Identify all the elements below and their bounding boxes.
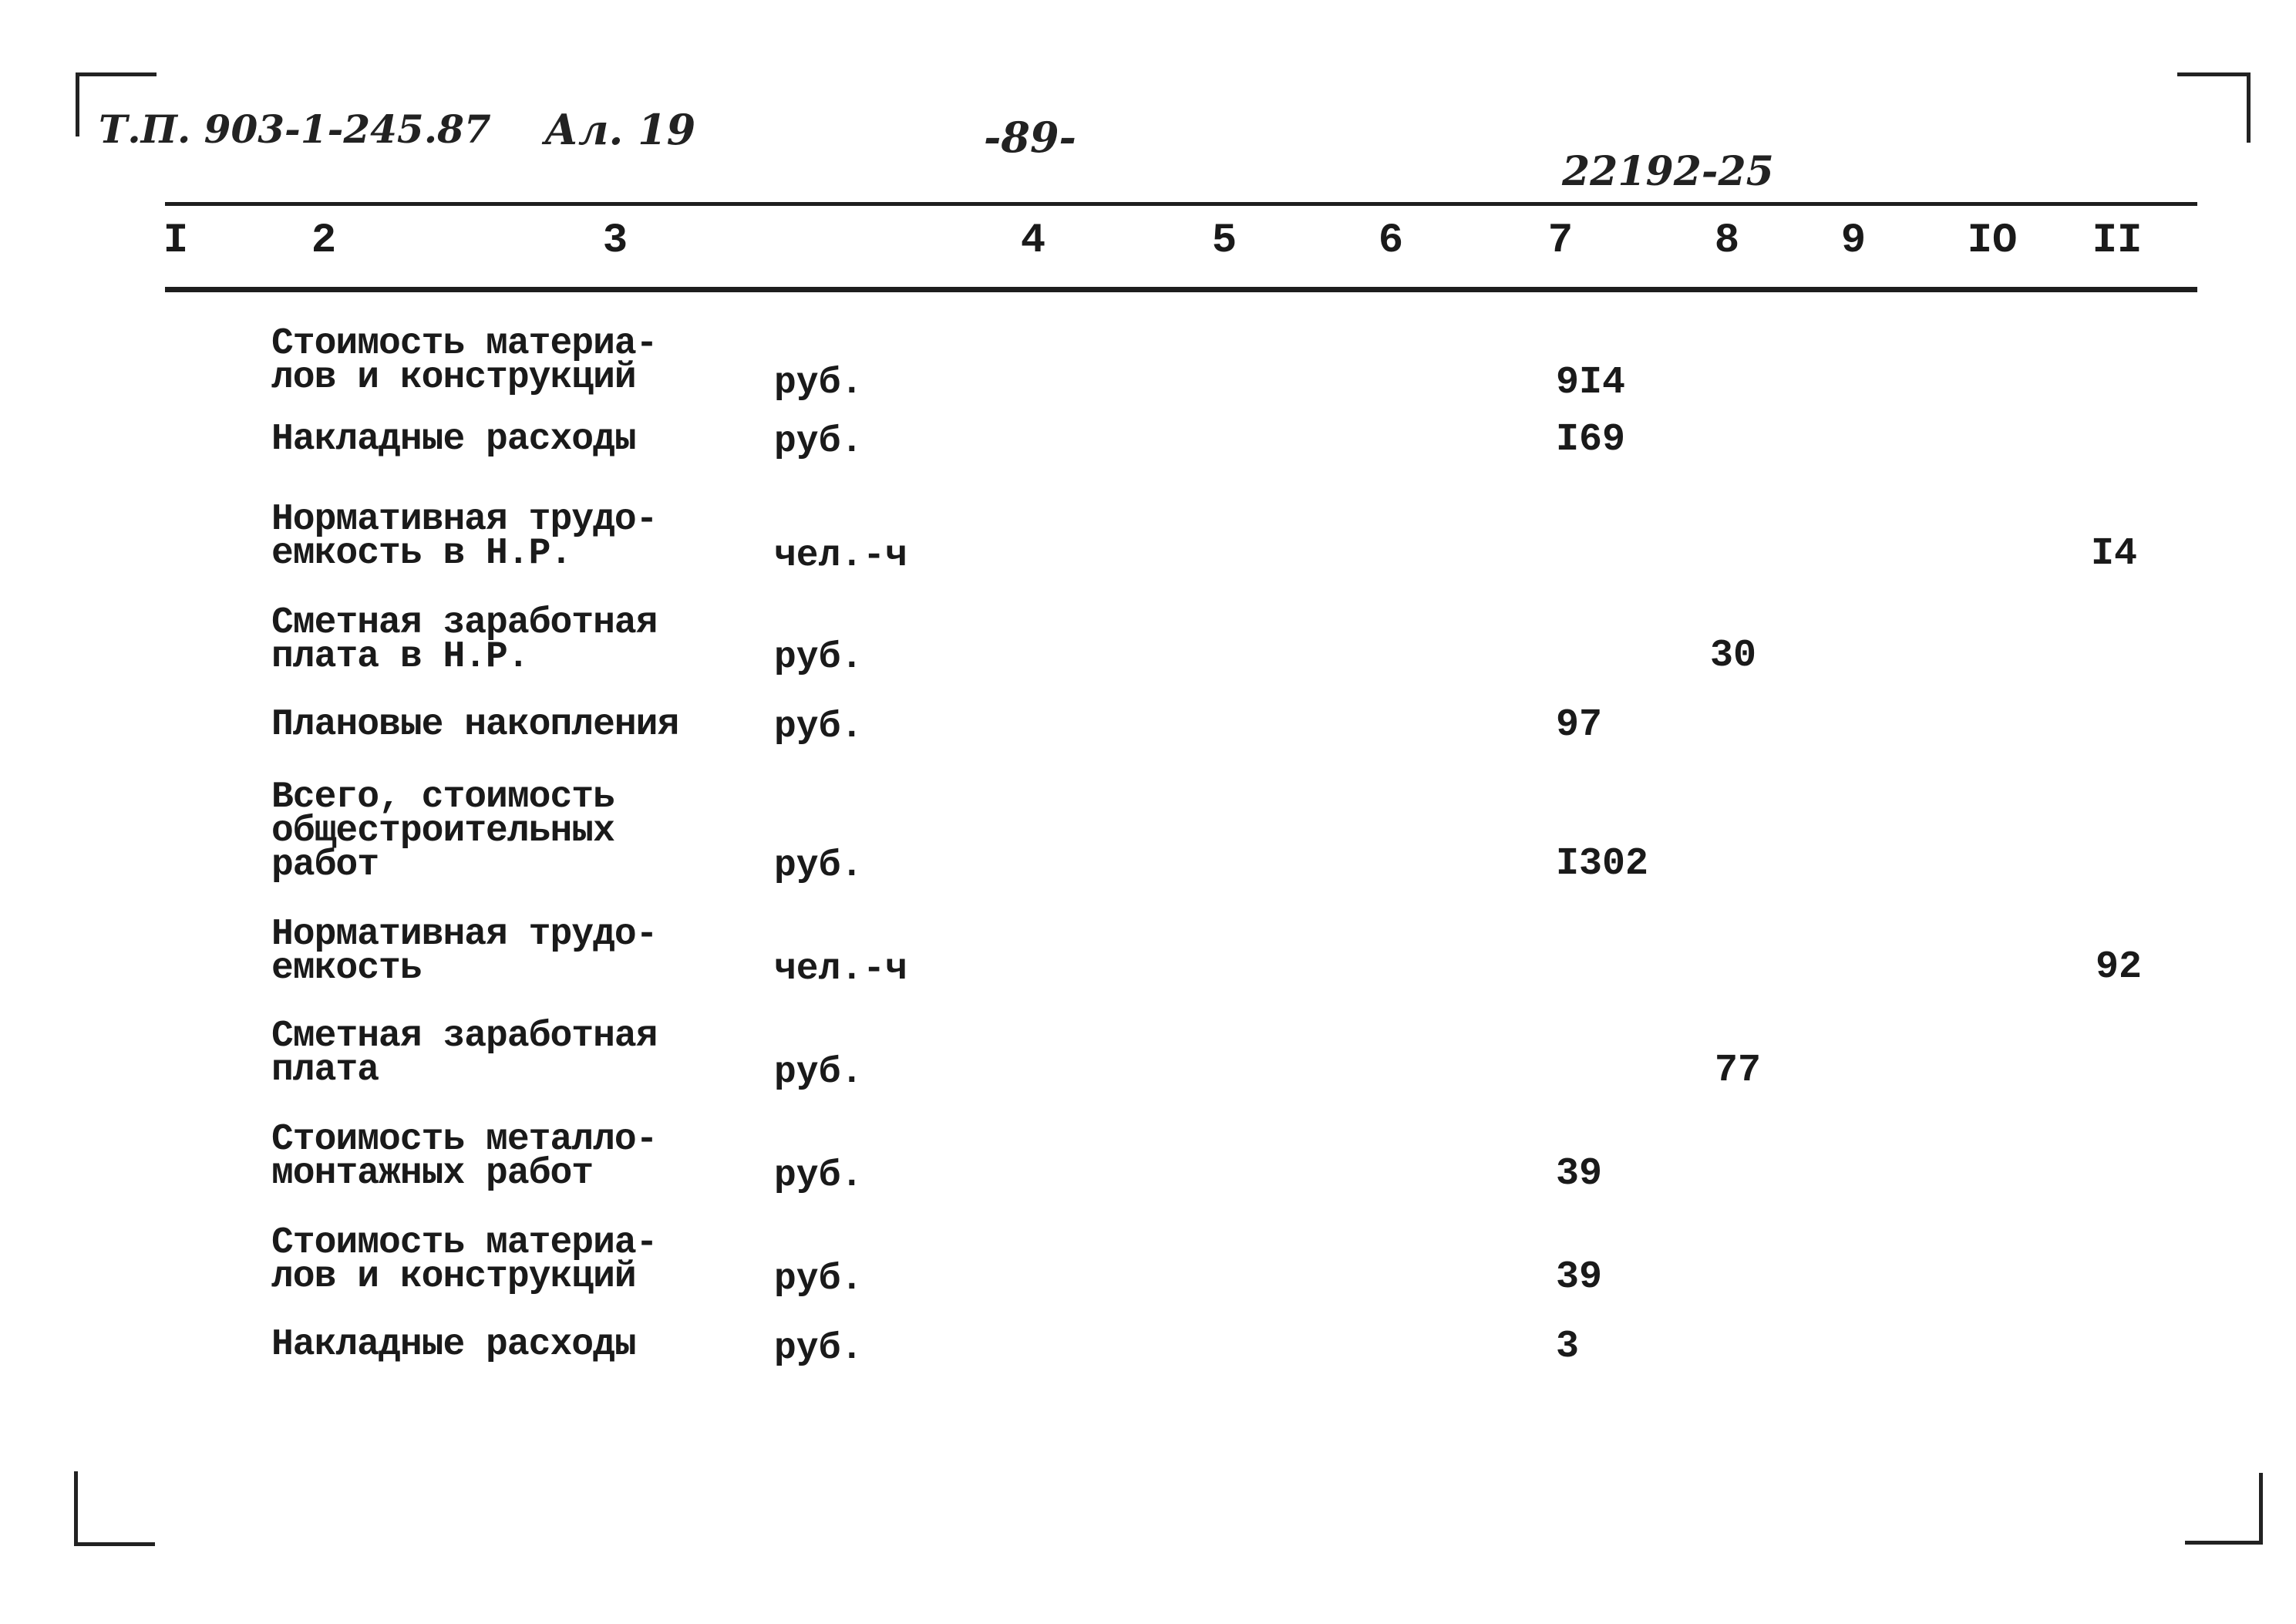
row-label: Сметная заработная плата в Н.Р. (271, 602, 658, 678)
table-top-rule (165, 202, 2197, 206)
row-value: 39 (1556, 1152, 1603, 1196)
row-label: Плановые накопления (271, 704, 679, 746)
column-header-10: IO (1967, 217, 2018, 264)
row-label: Стоимость металло- монтажных работ (271, 1119, 658, 1194)
row-unit: руб. (774, 1328, 864, 1370)
row-value: 9I4 (1556, 361, 1626, 405)
row-value: 30 (1710, 634, 1757, 678)
row-value: 77 (1715, 1049, 1762, 1093)
column-header-2: 2 (311, 217, 337, 264)
row-value: 92 (2096, 945, 2143, 989)
row-label: Накладные расходы (271, 1324, 636, 1366)
document-code: Т.П. 903-1-245.87 (99, 106, 491, 152)
row-unit: чел.-ч (774, 535, 907, 577)
row-unit: руб. (774, 637, 864, 679)
corner-mark-top-right (2177, 72, 2251, 143)
row-unit: руб. (774, 362, 864, 404)
row-value: I69 (1556, 418, 1626, 462)
column-header-8: 8 (1714, 217, 1740, 264)
row-label: Стоимость материа- лов и конструкций (271, 323, 658, 399)
row-unit: руб. (774, 706, 864, 748)
row-label: Сметная заработная плата (271, 1016, 658, 1091)
row-label: Нормативная трудо- емкость (271, 914, 658, 989)
page-number: -89- (984, 113, 1076, 162)
corner-mark-bottom-right (2185, 1473, 2263, 1545)
column-header-1: I (163, 217, 189, 264)
row-unit: руб. (774, 1258, 864, 1300)
row-unit: руб. (774, 421, 864, 463)
row-value: 97 (1556, 703, 1603, 747)
row-label: Накладные расходы (271, 419, 636, 460)
column-header-7: 7 (1547, 217, 1574, 264)
row-value: 3 (1556, 1325, 1580, 1369)
archive-number: 22192-25 (1562, 148, 1774, 195)
column-header-3: 3 (602, 217, 628, 264)
column-header-11: II (2092, 217, 2143, 264)
row-label: Стоимость материа- лов и конструкций (271, 1222, 658, 1298)
row-label: Нормативная трудо- емкость в Н.Р. (271, 499, 658, 574)
column-header-9: 9 (1840, 217, 1867, 264)
row-unit: руб. (774, 845, 864, 887)
sheet-number: Ал. 19 (544, 105, 696, 154)
column-header-6: 6 (1378, 217, 1404, 264)
row-unit: руб. (774, 1155, 864, 1197)
column-header-4: 4 (1020, 217, 1046, 264)
row-unit: чел.-ч (774, 948, 907, 990)
table-header-rule (165, 287, 2197, 292)
row-value: I302 (1556, 842, 1649, 886)
row-value: I4 (2091, 532, 2138, 576)
row-unit: руб. (774, 1052, 864, 1093)
corner-mark-bottom-left (74, 1471, 155, 1546)
row-value: 39 (1556, 1255, 1603, 1299)
row-label: Всего, стоимость общестроительных работ (271, 777, 614, 886)
column-header-5: 5 (1211, 217, 1237, 264)
